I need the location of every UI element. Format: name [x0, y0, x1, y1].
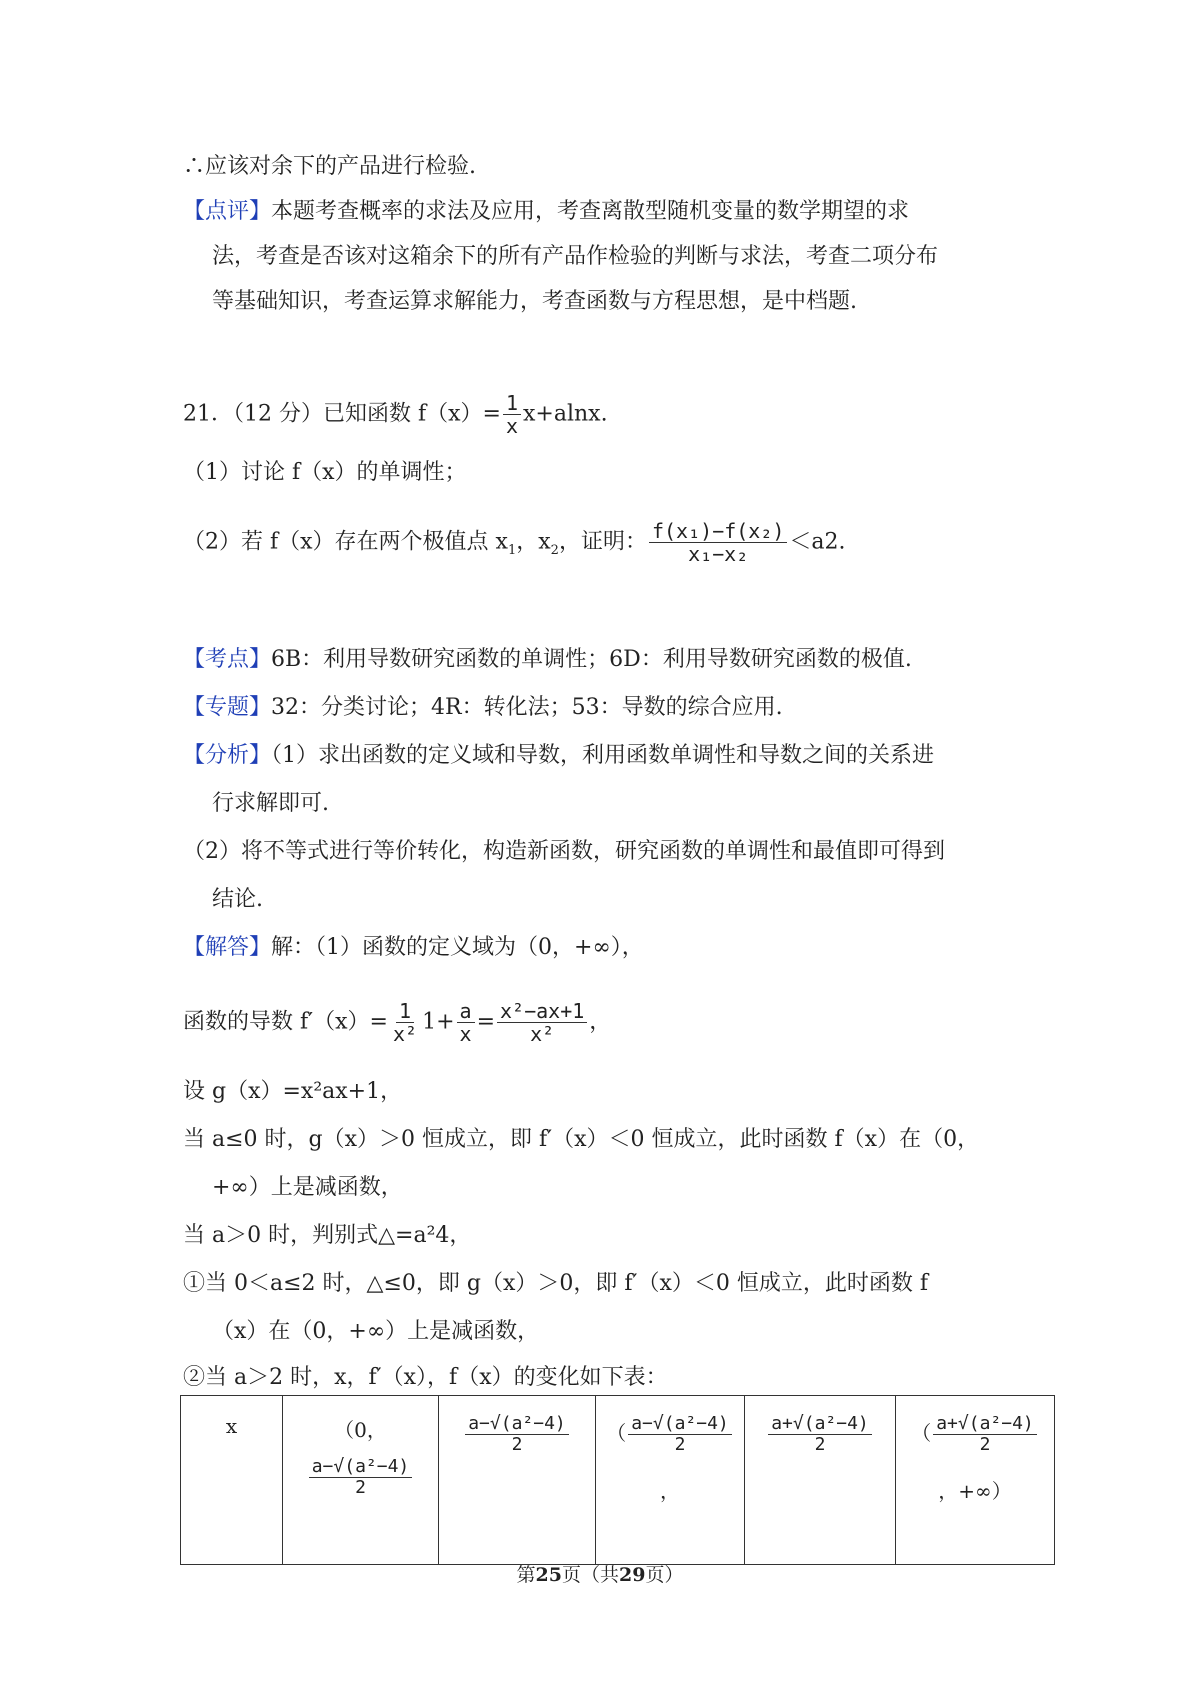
fenxi-line-2: 行求解即可. [212, 791, 329, 816]
jieda-text-1: 解：（1）函数的定义域为（0，+∞）， [271, 935, 644, 960]
part2-sep: ，x [516, 529, 551, 555]
inequality-den: x₁−x₂ [688, 542, 749, 566]
cell-5-den: 2 [979, 1434, 991, 1455]
deriv-frac-3-num: x²−ax+1 [497, 1000, 587, 1023]
case-2-1-line-1: ①当 0＜a≤2 时，△≤0，即 g（x）＞0，即 f′（x）＜0 恒成立，此时函数 f [183, 1271, 929, 1296]
cell-1-fraction [309, 1457, 413, 1498]
cell-5-open: （ [911, 1421, 932, 1445]
page-post: 页） [645, 1564, 684, 1586]
comment-tag: 【点评】 [183, 199, 272, 224]
page-pre: 第 [516, 1564, 536, 1586]
deriv-frac-3 [497, 1000, 587, 1045]
deriv-end: ， [589, 1009, 612, 1035]
zhuanti-tag: 【专题】 [183, 695, 272, 720]
table-cell-1 [283, 1396, 439, 1565]
jieda-tag: 【解答】 [183, 935, 272, 960]
inequality-num: f(x₁)−f(x₂) [649, 520, 787, 543]
cell-3-open: （ [606, 1421, 627, 1445]
cell-4-den: 2 [814, 1434, 826, 1455]
fenxi-tag: 【分析】 [183, 743, 272, 768]
problem-tail: x+alnx. [523, 401, 608, 427]
deriv-mid: 1+ [422, 1009, 455, 1035]
x2-subscript: 2 [550, 542, 559, 558]
zhuanti-text: 32：分类讨论；4R：转化法；53：导数的综合应用. [271, 695, 783, 720]
fenxi-line-4: 结论. [212, 887, 263, 912]
cell-5-num: a+√(a²−4) [933, 1414, 1037, 1435]
cell-3-den: 2 [674, 1434, 686, 1455]
problem-frac-num: 1 [503, 392, 521, 415]
problem-statement [183, 392, 608, 437]
case-2-line: 当 a＞0 时，判别式△=a²4， [183, 1223, 472, 1248]
fenxi-text-1: （1）求出函数的定义域和导数，利用函数单调性和导数之间的关系进 [271, 743, 935, 768]
kaodian-line [183, 645, 912, 675]
table-row [181, 1396, 1055, 1565]
cell-5-fraction [933, 1414, 1037, 1455]
cell-1-open: （0， [334, 1418, 387, 1442]
jieda-line-1 [183, 933, 644, 963]
problem-head: 21．（12 分）已知函数 f（x）= [183, 401, 501, 427]
g-definition: 设 g（x）=x²ax+1， [183, 1079, 403, 1104]
part-2 [183, 520, 846, 566]
conclusion-line: ∴应该对余下的产品进行检验. [183, 154, 476, 179]
cell-3-num: a−√(a²−4) [628, 1414, 732, 1435]
case-2-1-line-2: （x）在（0，+∞）上是减函数， [212, 1319, 540, 1344]
part2-tail: ＜a2. [789, 529, 846, 555]
zhuanti-line [183, 693, 783, 723]
cell-4-fraction [768, 1414, 872, 1455]
cell-2-den: 2 [511, 1434, 523, 1455]
cell-2-num: a−√(a²−4) [465, 1414, 569, 1435]
cell-5-close: ，+∞） [938, 1479, 1012, 1503]
kaodian-tag: 【考点】 [183, 647, 272, 672]
deriv-frac-1-den: x² [392, 1022, 418, 1046]
fenxi-line-3: （2）将不等式进行等价转化，构造新函数，研究函数的单调性和最值即可得到 [183, 839, 945, 864]
variation-table [180, 1395, 1055, 1565]
table-cell-4 [745, 1396, 896, 1565]
deriv-eq: = [476, 1009, 495, 1035]
deriv-frac-3-den: x² [530, 1022, 555, 1046]
table-cell-5 [896, 1396, 1055, 1565]
table-cell-x: x [181, 1396, 283, 1565]
case-1-line-2: +∞）上是减函数， [212, 1175, 403, 1200]
current-page: 25 [535, 1564, 562, 1586]
problem-frac-den: x [505, 414, 519, 438]
fenxi-line-1 [183, 741, 934, 771]
comment-line-2: 法，考查是否该对这箱余下的所有产品作检验的判断与求法，考查二项分布 [212, 244, 939, 269]
total-pages: 29 [619, 1564, 646, 1586]
x1-subscript: 1 [507, 542, 517, 558]
table-cell-3 [596, 1396, 745, 1565]
comment-text-1: 本题考查概率的求法及应用，考查离散型随机变量的数学期望的求 [271, 199, 910, 224]
case-1-line-1: 当 a≤0 时，g（x）＞0 恒成立，即 f′（x）＜0 恒成立，此时函数 f（x）在（0， [183, 1127, 980, 1152]
deriv-pre: 函数的导数 f′（x）= [183, 1009, 388, 1035]
problem-fraction [503, 392, 521, 437]
cell-4-num: a+√(a²−4) [768, 1414, 872, 1435]
derivative-line [183, 1000, 611, 1045]
cell-3-close: ， [660, 1479, 680, 1503]
part-1: （1）讨论 f（x）的单调性； [183, 460, 467, 485]
comment-line-3: 等基础知识，考查运算求解能力，考查函数与方程思想，是中档题. [212, 289, 857, 314]
deriv-frac-1-num: 1 [396, 1000, 414, 1023]
page-mid: 页（共 [561, 1564, 619, 1586]
cell-2-fraction [465, 1414, 569, 1455]
kaodian-text: 6B：利用导数研究函数的单调性；6D：利用导数研究函数的极值. [271, 647, 912, 672]
inequality-fraction [649, 520, 787, 565]
deriv-frac-2 [457, 1000, 475, 1045]
part2-pre: （2）若 f（x）存在两个极值点 x [183, 529, 508, 555]
deriv-frac-2-den: x [459, 1022, 472, 1046]
part2-mid: ，证明： [558, 529, 647, 555]
cell-3-fraction [628, 1414, 732, 1455]
cell-1-den: 2 [355, 1477, 366, 1498]
cell-1-num: a−√(a²−4) [309, 1457, 413, 1478]
deriv-frac-1 [390, 1000, 420, 1045]
comment-line-1 [183, 197, 909, 227]
page-number [0, 1560, 1200, 1587]
case-2-2-line: ②当 a＞2 时，x，f′（x），f（x）的变化如下表： [183, 1365, 668, 1390]
table-cell-2 [439, 1396, 596, 1565]
deriv-frac-2-num: a [457, 1000, 475, 1023]
